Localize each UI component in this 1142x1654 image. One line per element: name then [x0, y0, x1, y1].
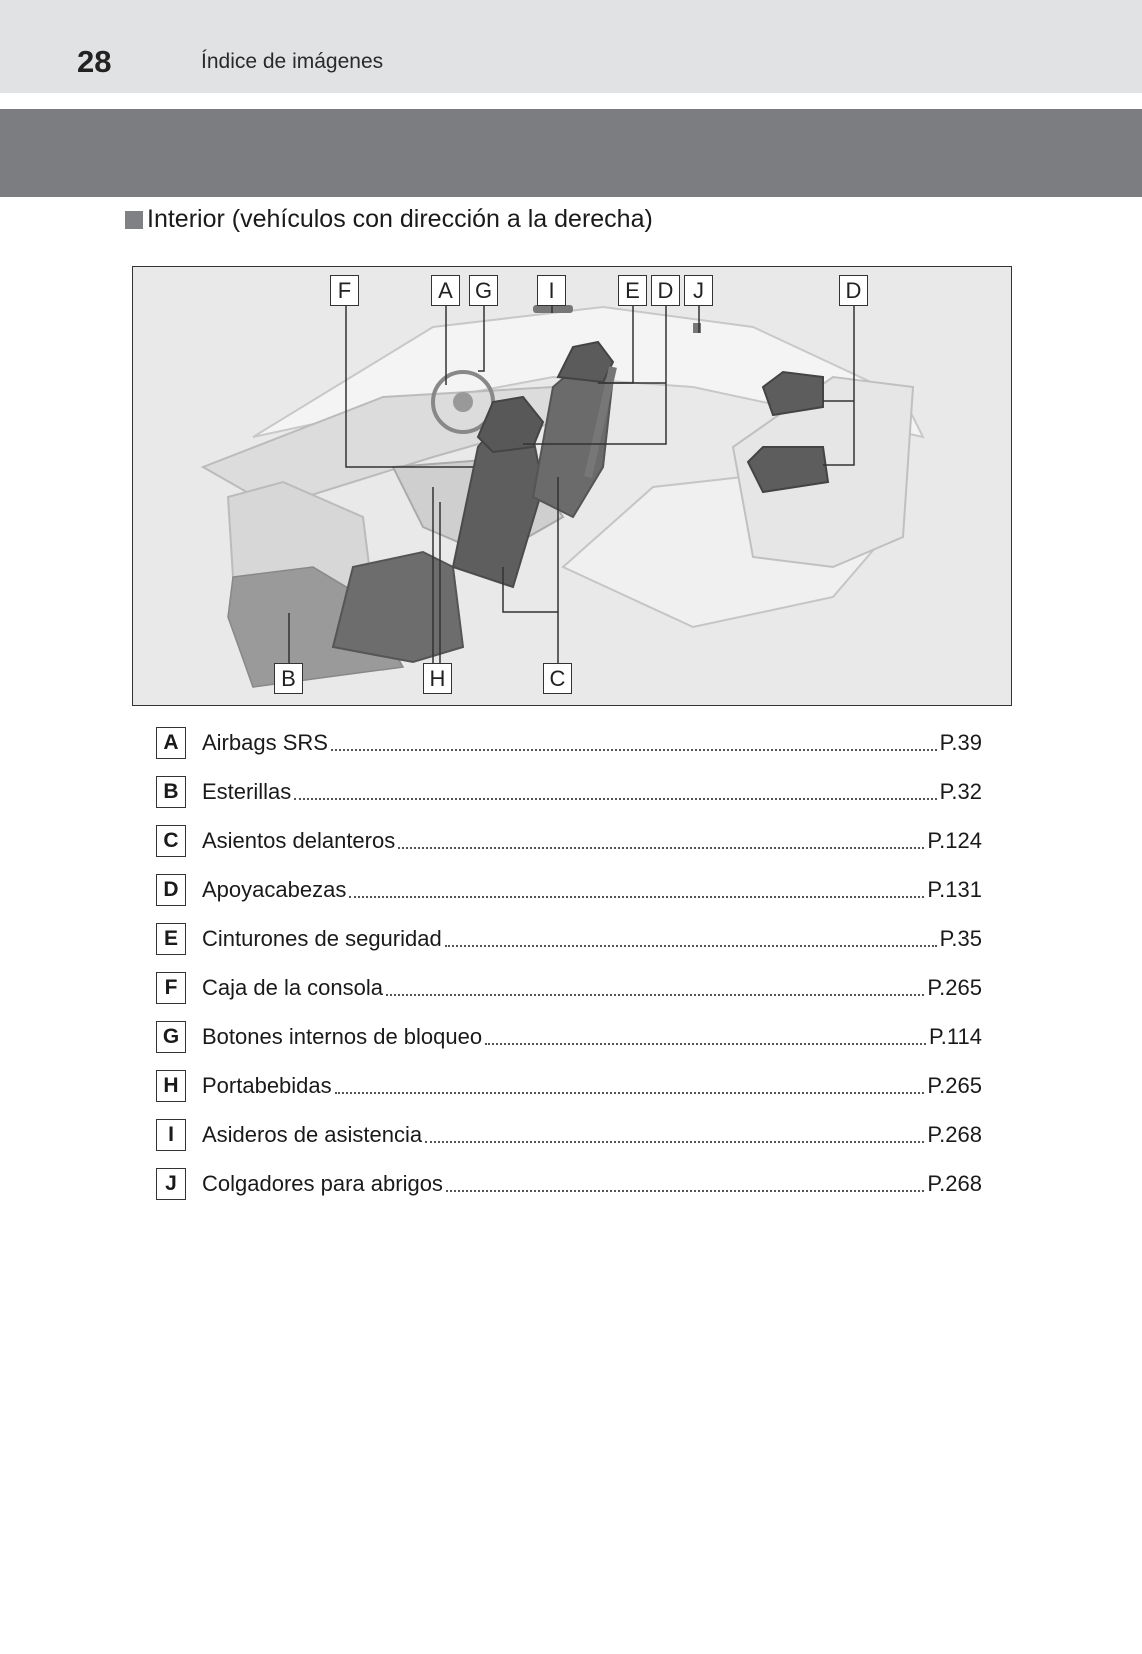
dot-leader	[485, 1043, 926, 1045]
index-letter: E	[156, 923, 186, 955]
index-label: Airbags SRS	[202, 729, 328, 755]
section-title: Interior (vehículos con dirección a la derecha)	[147, 205, 653, 233]
index-letter: C	[156, 825, 186, 857]
index-row	[156, 816, 982, 865]
index-letter: J	[156, 1168, 186, 1200]
index-label: Asientos delanteros	[202, 827, 396, 853]
page-reference: P.265	[927, 974, 982, 1000]
callout-a: A	[431, 275, 460, 306]
callout-f: F	[330, 275, 359, 306]
page-reference: P.32	[939, 778, 982, 804]
index-row	[156, 1012, 982, 1061]
index-row	[156, 1110, 982, 1159]
index-letter: H	[156, 1070, 186, 1102]
index-label: Caja de la consola	[202, 974, 384, 1000]
callout-h: H	[423, 663, 452, 694]
dot-leader	[349, 896, 924, 898]
index-row	[156, 914, 982, 963]
index-row	[156, 767, 982, 816]
running-title: Índice de imágenes	[201, 50, 384, 73]
callout-g: G	[469, 275, 498, 306]
dot-leader	[398, 847, 924, 849]
index-letter: F	[156, 972, 186, 1004]
assist-grip-shape	[533, 305, 573, 313]
index-label: Asideros de asistencia	[202, 1121, 423, 1147]
coat-hook-shape	[693, 323, 701, 333]
page-number: 28	[77, 44, 112, 79]
page-reference: P.268	[927, 1170, 982, 1196]
callout-e: E	[618, 275, 647, 306]
dot-leader	[445, 945, 937, 947]
steering-hub-shape	[453, 392, 473, 412]
callout-j: J	[684, 275, 713, 306]
callout-b: B	[274, 663, 303, 694]
index-list	[156, 718, 982, 1208]
header-bar	[0, 0, 1142, 93]
callout-d-right: D	[839, 275, 868, 306]
index-label: Botones internos de bloqueo	[202, 1023, 483, 1049]
page-reference: P.124	[927, 827, 982, 853]
index-row	[156, 963, 982, 1012]
page-reference: P.35	[939, 925, 982, 951]
callout-i: I	[537, 275, 566, 306]
page-reference: P.131	[927, 876, 982, 902]
dot-leader	[425, 1141, 924, 1143]
page-reference: P.114	[928, 1023, 982, 1049]
page-reference: P.265	[927, 1072, 982, 1098]
page-reference: P.268	[927, 1121, 982, 1147]
index-row	[156, 1061, 982, 1110]
index-row	[156, 865, 982, 914]
callout-c: C	[543, 663, 572, 694]
car-interior-drawing	[133, 267, 1012, 706]
section-banner	[0, 109, 1142, 197]
index-label: Apoyacabezas	[202, 876, 347, 902]
index-letter: G	[156, 1021, 186, 1053]
index-row	[156, 718, 982, 767]
dot-leader	[335, 1092, 925, 1094]
index-label: Esterillas	[202, 778, 292, 804]
dot-leader	[446, 1190, 924, 1192]
index-row	[156, 1159, 982, 1208]
dot-leader	[386, 994, 924, 996]
page-reference: P.39	[939, 729, 982, 755]
dot-leader	[294, 798, 936, 800]
driver-seat-shape	[333, 552, 463, 662]
index-letter: I	[156, 1119, 186, 1151]
index-letter: B	[156, 776, 186, 808]
section-marker-icon	[125, 211, 143, 229]
index-letter: D	[156, 874, 186, 906]
dot-leader	[331, 749, 937, 751]
index-label: Cinturones de seguridad	[202, 925, 442, 951]
index-label: Portabebidas	[202, 1072, 332, 1098]
index-label: Colgadores para abrigos	[202, 1170, 443, 1196]
section-heading	[125, 205, 653, 234]
interior-illustration	[132, 266, 1012, 706]
index-letter: A	[156, 727, 186, 759]
callout-d-upper: D	[651, 275, 680, 306]
